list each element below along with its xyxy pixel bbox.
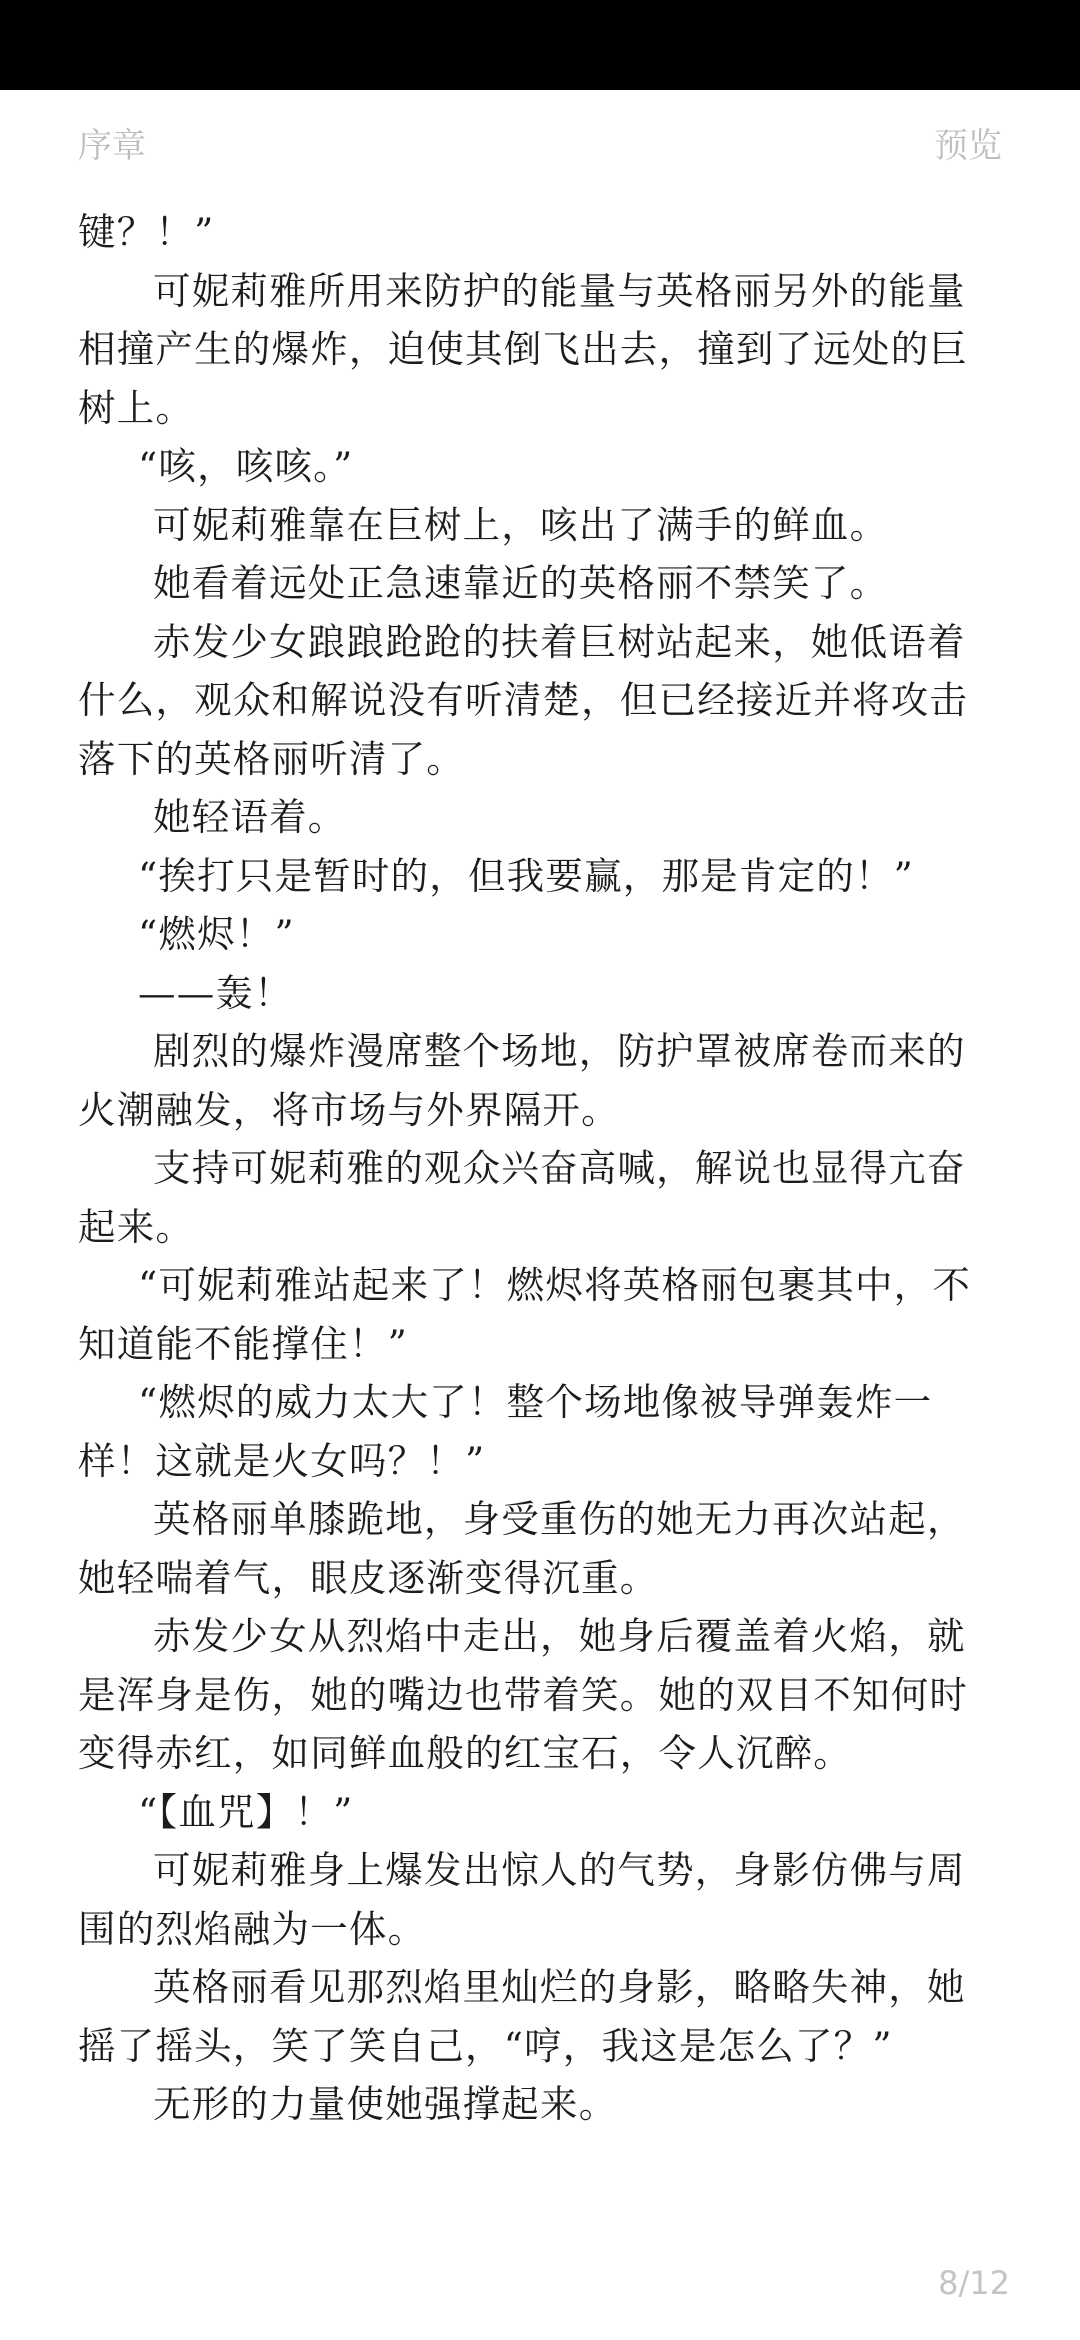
paragraph: 可妮莉雅身上爆发出惊人的气势，身影仿佛与周围的烈焰融为一体。 xyxy=(78,1848,966,1951)
paragraph: 无形的力量使她强撑起来。 xyxy=(153,2082,618,2126)
paragraph: 英格丽单膝跪地，身受重伤的她无力再次站起，她轻喘着气，眼皮逐渐变得沉重。 xyxy=(78,1497,966,1600)
reader-header xyxy=(0,90,1080,190)
paragraph: 她轻语着。 xyxy=(153,795,347,839)
paragraph: 赤发少女踉踉跄跄的扶着巨树站起来，她低语着什么，观众和解说没有听清楚，但已经接近并将攻击落下的英格丽听清了。 xyxy=(78,619,969,781)
chapter-title: 序章 xyxy=(78,126,146,166)
paragraph: 可妮莉雅所用来防护的能量与英格丽另外的能量相撞产生的爆炸，迫使其倒飞出去，撞到了远处的巨树上。 xyxy=(78,268,969,430)
paragraph: “【血咒】！” xyxy=(138,1789,354,1834)
paragraph: 赤发少女从烈焰中走出，她身后覆盖着火焰，就是浑身是伤，她的嘴边也带着笑。她的双目不知何时变得赤红，如同鲜血般的红宝石，令人沉醉。 xyxy=(78,1614,969,1775)
paragraph: 剧烈的爆炸漫席整个场地，防护罩被席卷而来的火潮融发，将市场与外界隔开。 xyxy=(78,1029,966,1132)
paragraph: 英格丽看见那烈焰里灿烂的身影，略略失神，她摇了摇头，笑了笑自己，“哼，我这是怎么了？” xyxy=(78,1965,966,2068)
paragraph: ——轰！ xyxy=(138,970,293,1015)
paragraph: “燃烬！” xyxy=(138,912,295,956)
page-number: 8/12 xyxy=(938,2264,1010,2302)
reading-content[interactable] xyxy=(78,203,1000,2134)
paragraph: 支持可妮莉雅的观众兴奋高喊，解说也显得亢奋起来。 xyxy=(78,1146,966,1249)
paragraph: “可妮莉雅站起来了！燃烬将英格丽包裹其中，不知道能不能撑住！” xyxy=(78,1263,972,1366)
preview-button[interactable]: 预览 xyxy=(934,126,1002,166)
paragraph: “咳，咳咳。” xyxy=(138,444,354,488)
paragraph: 她看着远处正急速靠近的英格丽不禁笑了。 xyxy=(153,561,889,605)
status-bar xyxy=(0,0,1080,90)
paragraph: 可妮莉雅靠在巨树上，咳出了满手的鲜血。 xyxy=(153,502,889,547)
paragraph: “燃烬的威力太大了！整个场地像被导弹轰炸一样！这就是火女吗？！” xyxy=(78,1380,933,1483)
paragraph: 键？！” xyxy=(78,210,215,254)
paragraph: “挨打只是暂时的，但我要赢，那是肯定的！” xyxy=(138,853,915,898)
